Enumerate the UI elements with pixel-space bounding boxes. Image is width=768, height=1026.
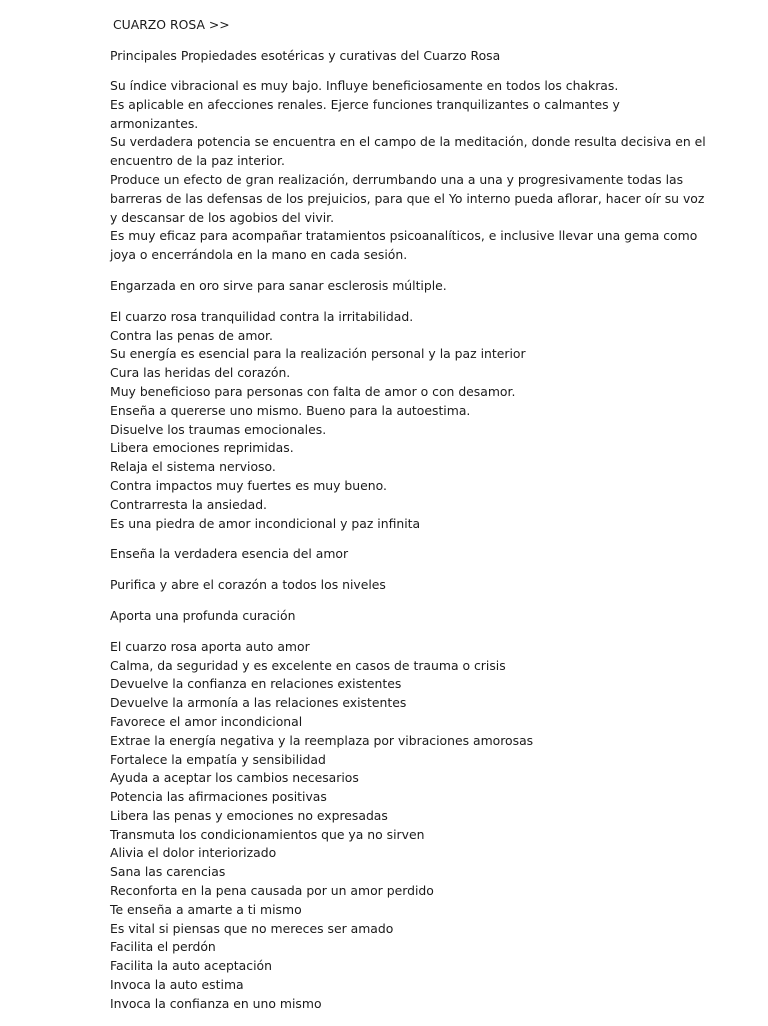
text-line: Calma, da seguridad y es excelente en casos de trauma o crisis: [110, 657, 506, 673]
text-line: Aporta una profunda curación: [110, 607, 296, 623]
text-line: Alivia el dolor interiorizado: [110, 845, 277, 861]
paragraph-block: [110, 277, 750, 296]
text-line: Enseña la verdadera esencia del amor: [110, 546, 349, 562]
text-line: El cuarzo rosa tranquilidad contra la irritabilidad.: [110, 308, 414, 324]
text-line: Contra impactos muy fuertes es muy bueno.: [110, 477, 387, 493]
text-line: Contra las penas de amor.: [110, 327, 273, 343]
text-line: Produce un efecto de gran realización, derrumbando una a una y progresivamente todas las: [110, 171, 684, 187]
text-line: El cuarzo rosa aporta auto amor: [110, 638, 310, 654]
text-line: Potencia las afirmaciones positivas: [110, 789, 327, 805]
text-line: Es una piedra de amor incondicional y paz infinita: [110, 515, 421, 531]
text-line: Favorece el amor incondicional: [110, 713, 303, 729]
text-line: Es aplicable en afecciones renales. Ejerce funciones tranquilizantes o calmantes y: [110, 96, 620, 112]
paragraph-block: [110, 545, 750, 564]
paragraph-block: [110, 638, 750, 1014]
text-line: Facilita la auto aceptación: [110, 958, 272, 974]
text-line: Muy beneficioso para personas con falta de amor o con desamor.: [110, 383, 516, 399]
text-line: Es vital si piensas que no mereces ser amado: [110, 920, 394, 936]
text-line: Contrarresta la ansiedad.: [110, 496, 268, 512]
text-line: y descansar de los agobios del vivir.: [110, 209, 335, 225]
page-title: CUARZO ROSA >>: [113, 17, 230, 32]
text-line: Relaja el sistema nervioso.: [110, 459, 276, 475]
text-line: Reconforta en la pena causada por un amor perdido: [110, 883, 434, 899]
text-line: Su índice vibracional es muy bajo. Influye beneficiosamente en todos los chakras.: [110, 78, 619, 93]
text-line: Facilita el perdón: [110, 939, 216, 955]
paragraph-block: [110, 308, 750, 534]
paragraph-block: [110, 576, 750, 595]
text-line: Invoca la confianza en uno mismo: [110, 995, 322, 1011]
text-line: Es muy eficaz para acompañar tratamientos psicoanalíticos, e inclusive llevar una gema como: [110, 228, 698, 244]
text-line: Su verdadera potencia se encuentra en el campo de la meditación, donde resulta decisiva en el: [110, 134, 706, 150]
text-line: Transmuta los condicionamientos que ya no sirven: [110, 826, 425, 842]
text-line: Engarzada en oro sirve para sanar esclerosis múltiple.: [110, 277, 447, 293]
text-line: barreras de las defensas de los prejuicios, para que el Yo interno pueda aflorar, hacer oír su voz: [110, 190, 705, 206]
text-line: armonizantes.: [110, 115, 199, 131]
paragraph-block: [110, 77, 750, 265]
text-line: Enseña a quererse uno mismo. Bueno para la autoestima.: [110, 402, 471, 418]
document-body: [110, 77, 750, 1014]
paragraph-block: [110, 607, 750, 626]
text-line: joya o encerrándola en la mano en cada sesión.: [110, 247, 408, 263]
text-line: Ayuda a aceptar los cambios necesarios: [110, 770, 359, 786]
text-line: Sana las carencias: [110, 864, 226, 880]
text-line: Fortalece la empatía y sensibilidad: [110, 751, 326, 767]
text-line: Libera las penas y emociones no expresadas: [110, 807, 388, 823]
text-line: Te enseña a amarte a ti mismo: [110, 901, 302, 917]
text-line: Libera emociones reprimidas.: [110, 440, 294, 456]
text-line: Devuelve la confianza en relaciones existentes: [110, 676, 402, 692]
text-line: Invoca la auto estima: [110, 977, 244, 993]
text-line: Purifica y abre el corazón a todos los niveles: [110, 577, 386, 593]
document-subtitle: Principales Propiedades esotéricas y curativas del Cuarzo Rosa: [110, 48, 501, 63]
text-line: Disuelve los traumas emocionales.: [110, 421, 327, 437]
text-line: Su energía es esencial para la realización personal y la paz interior: [110, 346, 526, 362]
document-page: [110, 15, 750, 1026]
text-line: encuentro de la paz interior.: [110, 153, 285, 169]
text-line: Extrae la energía negativa y la reemplaza por vibraciones amorosas: [110, 732, 534, 748]
text-line: Devuelve la armonía a las relaciones existentes: [110, 695, 407, 711]
text-line: Cura las heridas del corazón.: [110, 365, 291, 381]
